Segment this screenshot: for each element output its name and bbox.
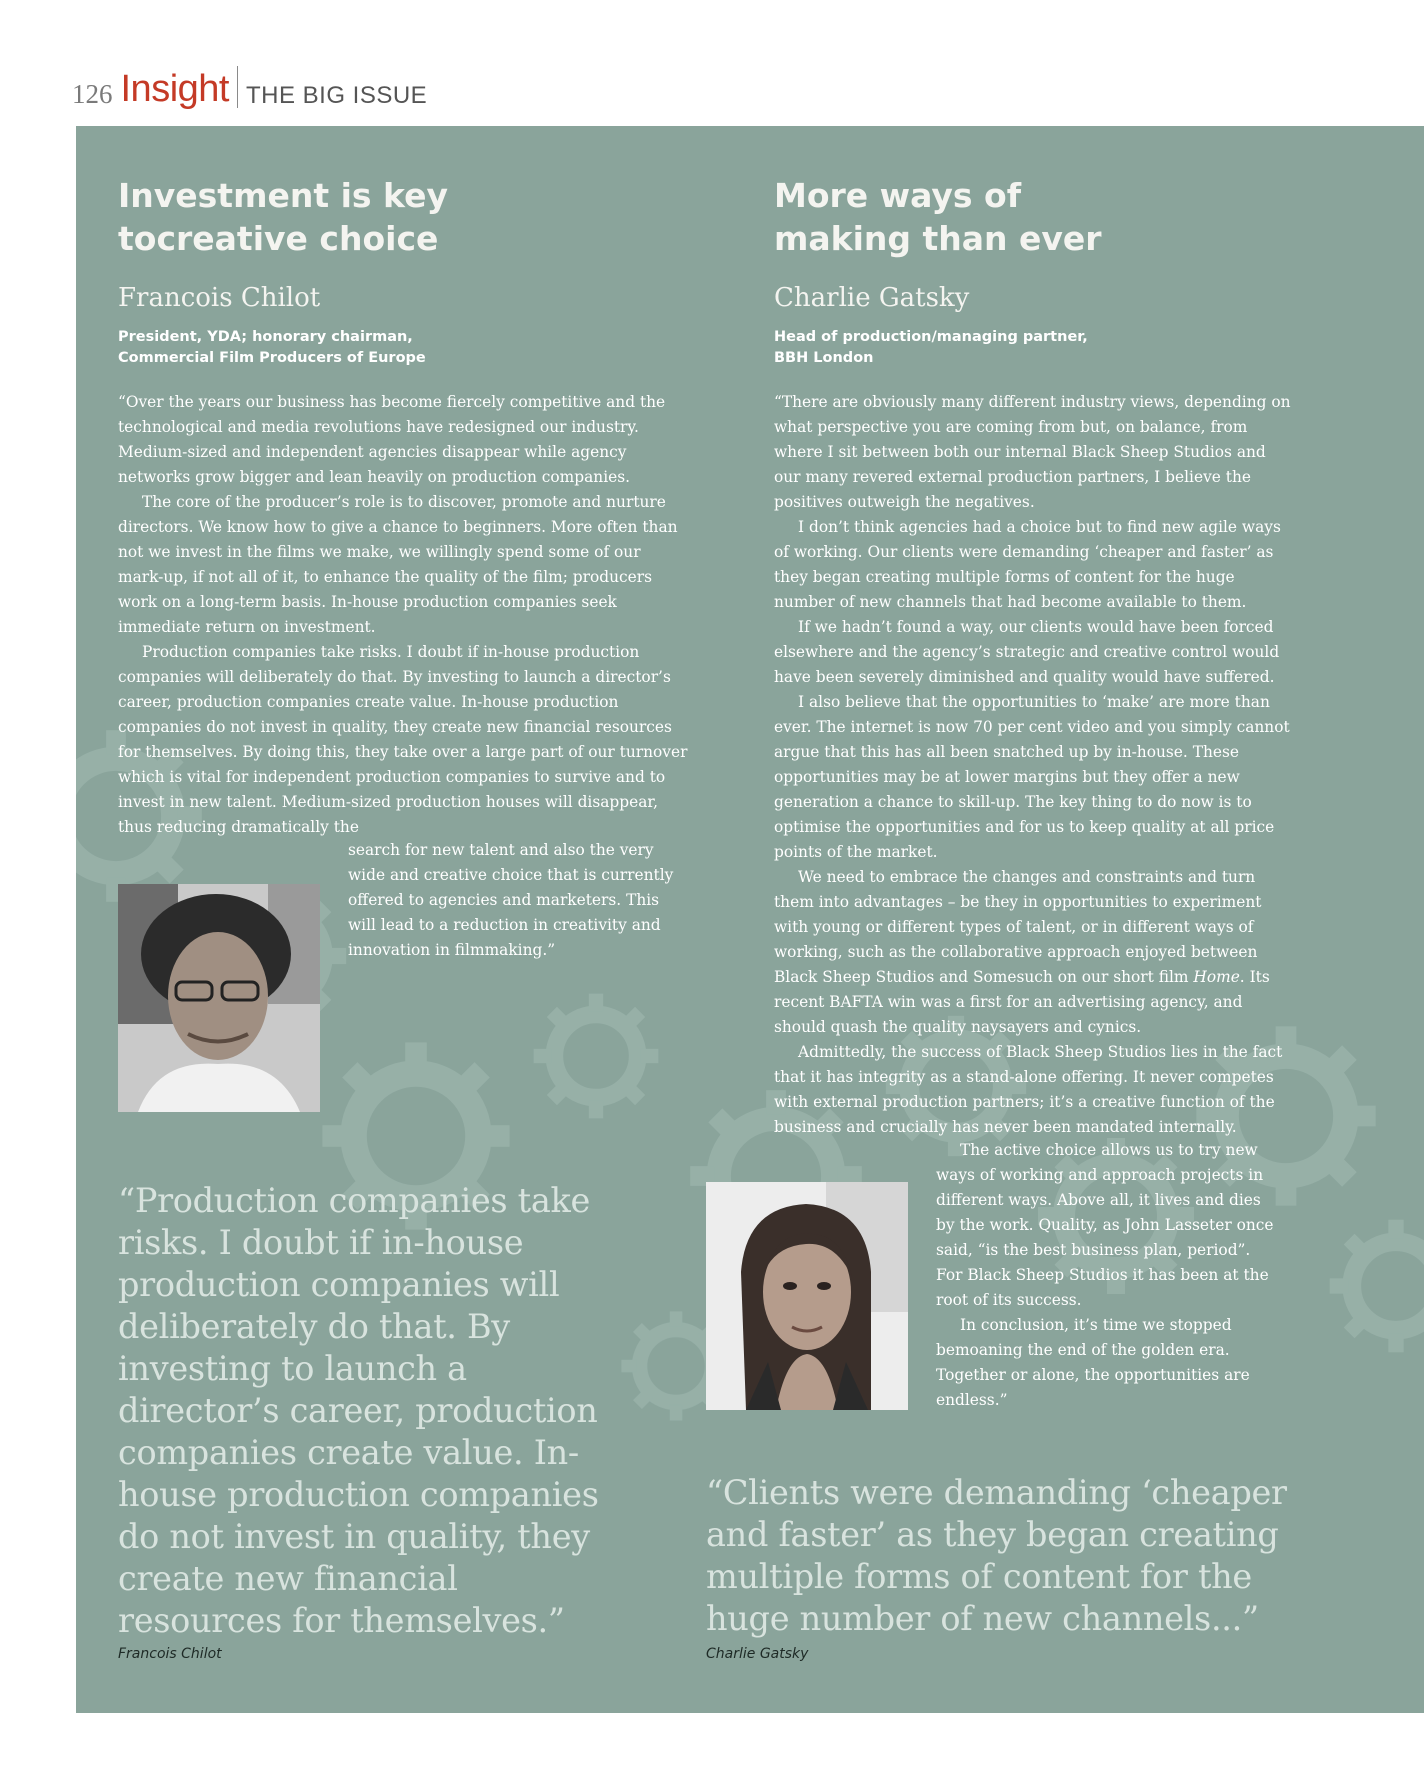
left-paragraph-2: The core of the producer’s role is to discover, promote and nurture directors. We know how to give a chance to beginners. More often than not we invest in the films we make, we willingly spend some of our mark-up, if not all of it, to enhance the quality of the film; producers work on a long-term basis. In-house production companies seek immediate return on investment. <box>118 493 678 636</box>
portrait-francois-chilot <box>118 884 320 1112</box>
issue-name: THE BIG ISSUE <box>245 82 428 109</box>
header-divider <box>237 66 238 108</box>
left-title-line2: tocreative choice <box>118 219 439 258</box>
left-wrap-paragraph: search for new talent and also the very wide and creative choice that is currently offered to agencies and marketers. This will lead to a reduction in creativity and innovation in filmmaking.” <box>348 841 674 959</box>
portrait-charlie-gatsky <box>706 1182 908 1410</box>
left-paragraph-1: “Over the years our business has become fiercely competitive and the technological and media revolutions have redesigned our industry. Medium-sized and independent agencies disappear while agency networks grow bigger and lean heavily on production companies. <box>118 393 666 486</box>
right-p5-post: . Its recent BAFTA win was a first for an advertising agency, and should quash the quality naysayers and cynics. <box>774 968 1270 1036</box>
right-article-header <box>774 174 1334 369</box>
right-wrap-paragraph-2: In conclusion, it’s time we stopped bemoaning the end of the golden era. Together or alone, the opportunities are endless.” <box>936 1316 1250 1409</box>
left-article-header <box>118 174 678 369</box>
section-name: Insight <box>120 68 229 110</box>
right-paragraph-1: “There are obviously many different industry views, depending on what perspective you are coming from but, on balance, from where I sit between both our internal Black Sheep Studios and our many revered external production partners, I believe the positives outweigh the negatives. <box>774 393 1291 511</box>
right-paragraph-3: If we hadn’t found a way, our clients would have been forced elsewhere and the agency’s strategic and creative control would have been severely diminished and quality would have suffered. <box>774 618 1280 686</box>
left-title <box>118 174 678 260</box>
left-role <box>118 327 678 369</box>
left-paragraph-3: Production companies take risks. I doubt if in-house production companies will deliberately do that. By investing to launch a director’s career, production companies create value. In-house production companies do not invest in quality, they create new financial resources for themselves. By doing this, they take over a large part of our turnover which is vital for independent production companies to survive and to invest in new talent. Medium-sized production houses will disappear, thus reducing dramatically the <box>118 643 688 836</box>
right-paragraph-6: Admittedly, the success of Black Sheep Studios lies in the fact that it has integrity as a stand-alone offering. It never competes with external production partners; it’s a creative function of the business and crucially has never been mandated internally. <box>774 1043 1283 1136</box>
right-wrap-text <box>936 1138 1276 1413</box>
right-body <box>774 390 1294 1140</box>
right-paragraph-4: I also believe that the opportunities to ‘make’ are more than ever. The internet is now 70 per cent video and you simply cannot argue that this has all been snatched up by in-house. These opportunities may be at lower margins but they offer a new generation a chance to skill-up. The key thing to do now is to optimise the opportunities and for us to keep quality at all price points of the market. <box>774 693 1290 861</box>
right-title-line1: More ways of <box>774 176 1022 215</box>
right-title <box>774 174 1334 260</box>
right-role-line1: Head of production/managing partner, <box>774 328 1088 345</box>
left-author: Francois Chilot <box>118 283 321 313</box>
left-role-line2: Commercial Film Producers of Europe <box>118 349 426 366</box>
left-wrap-text <box>348 838 678 963</box>
left-pull-quote: “Production companies take risks. I doubt if in-house production companies will deliberately do that. By investing to launch a director’s career, production companies create value. In-house production companies do not invest in quality, they create new financial resources for themselves.” <box>118 1181 599 1640</box>
right-paragraph-2: I don’t think agencies had a choice but to find new agile ways of working. Our clients were demanding ‘cheaper and faster’ as they began creating multiple forms of content for the huge number of new channels that had become available to them. <box>774 518 1281 611</box>
right-p5-film-title: Home <box>1193 968 1240 986</box>
right-wrap-paragraph-1: The active choice allows us to try new ways of working and approach projects in different ways. Above all, it lives and dies by the work. Quality, as John Lasseter once said, “is the best business plan, period”. For Black Sheep Studios it has been at the root of its success. <box>936 1141 1274 1309</box>
left-body <box>118 390 688 840</box>
right-attribution: Charlie Gatsky <box>706 1646 809 1662</box>
left-role-line1: President, YDA; honorary chairman, <box>118 328 413 345</box>
right-paragraph-5 <box>774 865 1294 1040</box>
page-header <box>72 58 427 108</box>
left-title-line1: Investment is key <box>118 176 448 215</box>
right-author: Charlie Gatsky <box>774 283 970 313</box>
right-role <box>774 327 1334 369</box>
article-panel <box>76 126 1424 1713</box>
portrait-image <box>706 1182 908 1410</box>
right-title-line2: making than ever <box>774 219 1102 258</box>
page-number: 126 <box>72 79 113 109</box>
left-attribution: Francois Chilot <box>118 1646 222 1662</box>
portrait-image <box>118 884 320 1112</box>
right-pull-quote: “Clients were demanding ‘cheaper and faster’ as they began creating multiple forms of content for the huge number of new channels...” <box>706 1473 1287 1638</box>
right-p5-pre: We need to embrace the changes and constraints and turn them into advantages – be they in opportunities to experiment with young or different types of talent, or in different ways of working, such as the collaborative approach enjoyed between Black Sheep Studios and Somesuch on our short film <box>774 868 1262 986</box>
right-role-line2: BBH London <box>774 349 874 366</box>
